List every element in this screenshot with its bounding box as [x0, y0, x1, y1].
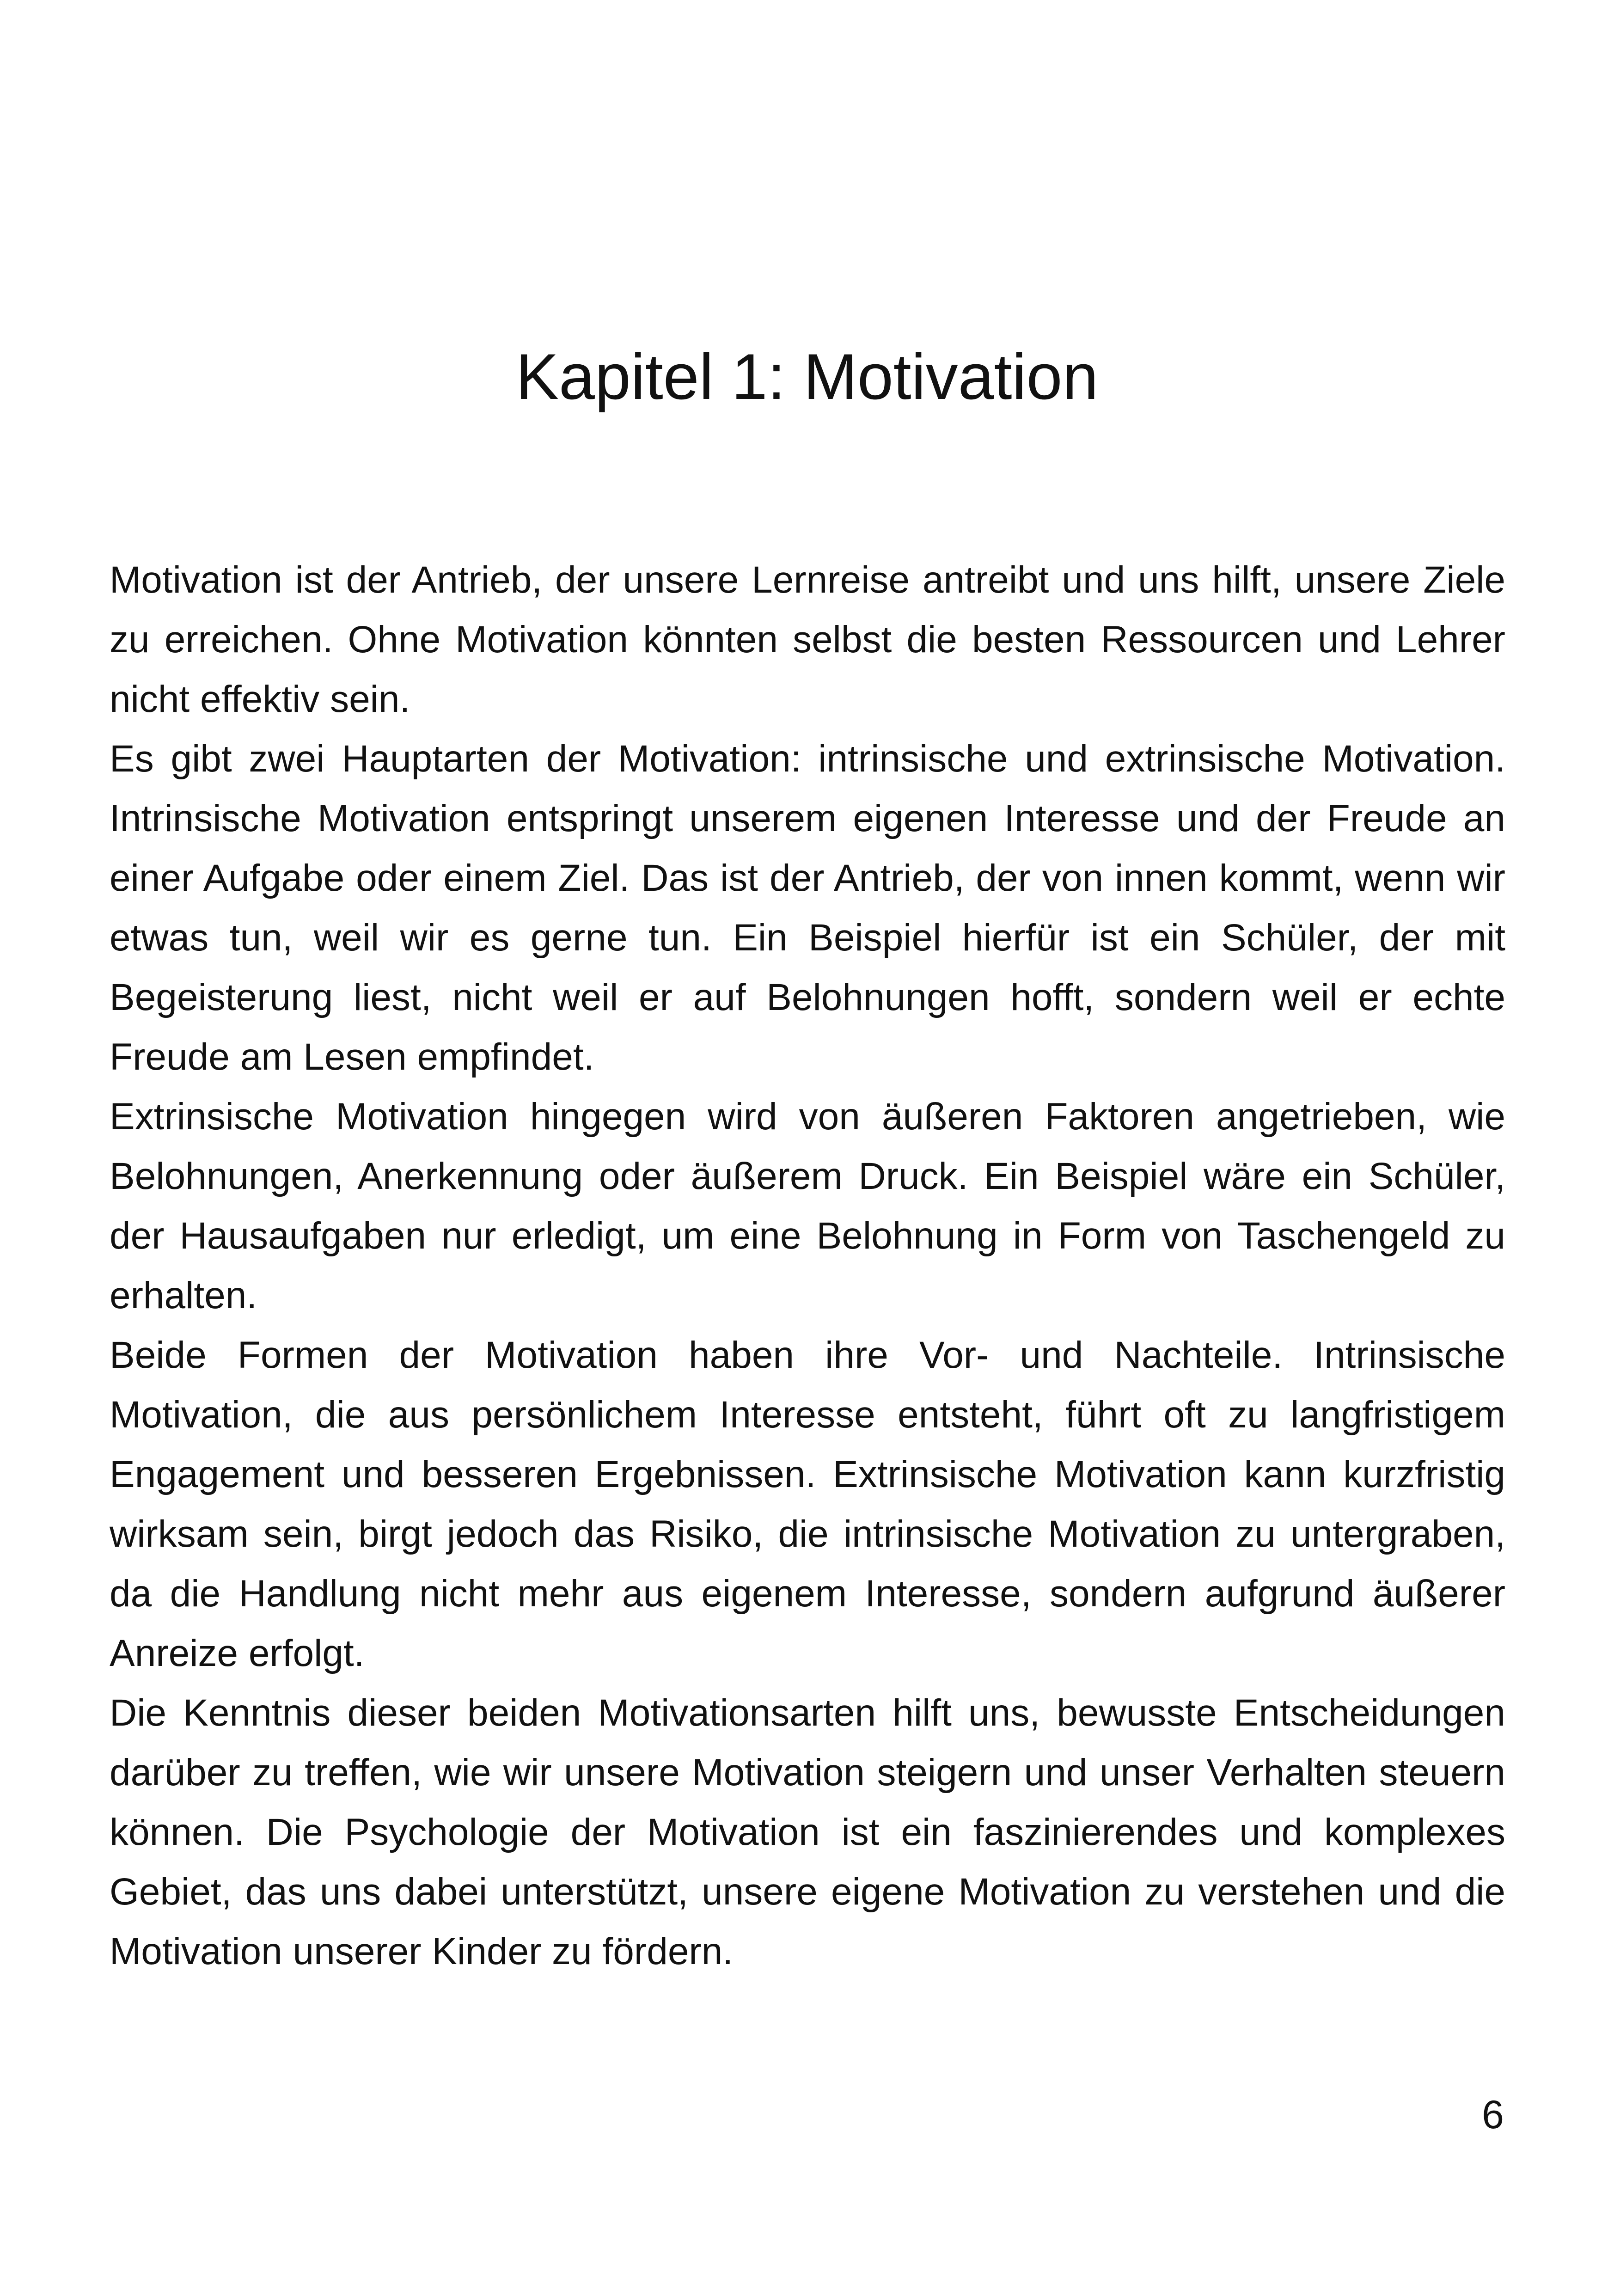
chapter-title: Kapitel 1: Motivation [515, 340, 1099, 413]
body-text [110, 550, 1505, 1981]
paragraph-extrinsic: Extrinsische Motivation hingegen wird von äußeren Faktoren angetrieben, wie Belohnungen, Anerkennung oder äußerem Druck. Ein Beispiel wäre ein Schüler, der Hausaufgaben nur erledigt, um eine Belohnung in Form von Taschengeld zu erhalten. [110, 1096, 1505, 1316]
paragraph-conclusion: Die Kenntnis dieser beiden Motivationsarten hilft uns, bewusste Entscheidungen darüber zu treffen, wie wir unsere Motivation steigern und unser Verhalten steuern können. Die Psychologie der Motivation ist ein faszinierendes und komplexes Gebiet, das uns dabei unterstützt, unsere eigene Motivation zu verstehen und die Motivation unserer Kinder zu fördern. [110, 1692, 1505, 1972]
paragraph-intrinsic: Es gibt zwei Hauptarten der Motivation: intrinsische und extrinsische Motivation. Intrinsische Motivation entspringt unserem eigenen Interesse und der Freude an einer Aufgabe oder einem Ziel. Das ist der Antrieb, der von innen kommt, wenn wir etwas tun, weil wir es gerne tun. Ein Beispiel hierfür ist ein Schüler, der mit Begeisterung liest, nicht weil er auf Belohnungen hofft, sondern weil er echte Freude am Lesen empfindet. [110, 738, 1505, 1078]
paragraph-intro: Motivation ist der Antrieb, der unsere Lernreise antreibt und uns hilft, unsere Ziele zu erreichen. Ohne Motivation könnten selbst die besten Ressourcen und Lehrer nicht effektiv sein. [110, 559, 1505, 720]
paragraph-comparison: Beide Formen der Motivation haben ihre Vor- und Nachteile. Intrinsische Motivation, die aus persönlichem Interesse entsteht, führt oft zu langfristigem Engagement und besseren Ergebnissen. Extrinsische Motivation kann kurzfristig wirksam sein, birgt jedoch das Risiko, die intrinsische Motivation zu untergraben, da die Handlung nicht mehr aus eigenem Interesse, sondern aufgrund äußerer Anreize erfolgt. [110, 1334, 1505, 1674]
page-number: 6 [1482, 2093, 1504, 2137]
